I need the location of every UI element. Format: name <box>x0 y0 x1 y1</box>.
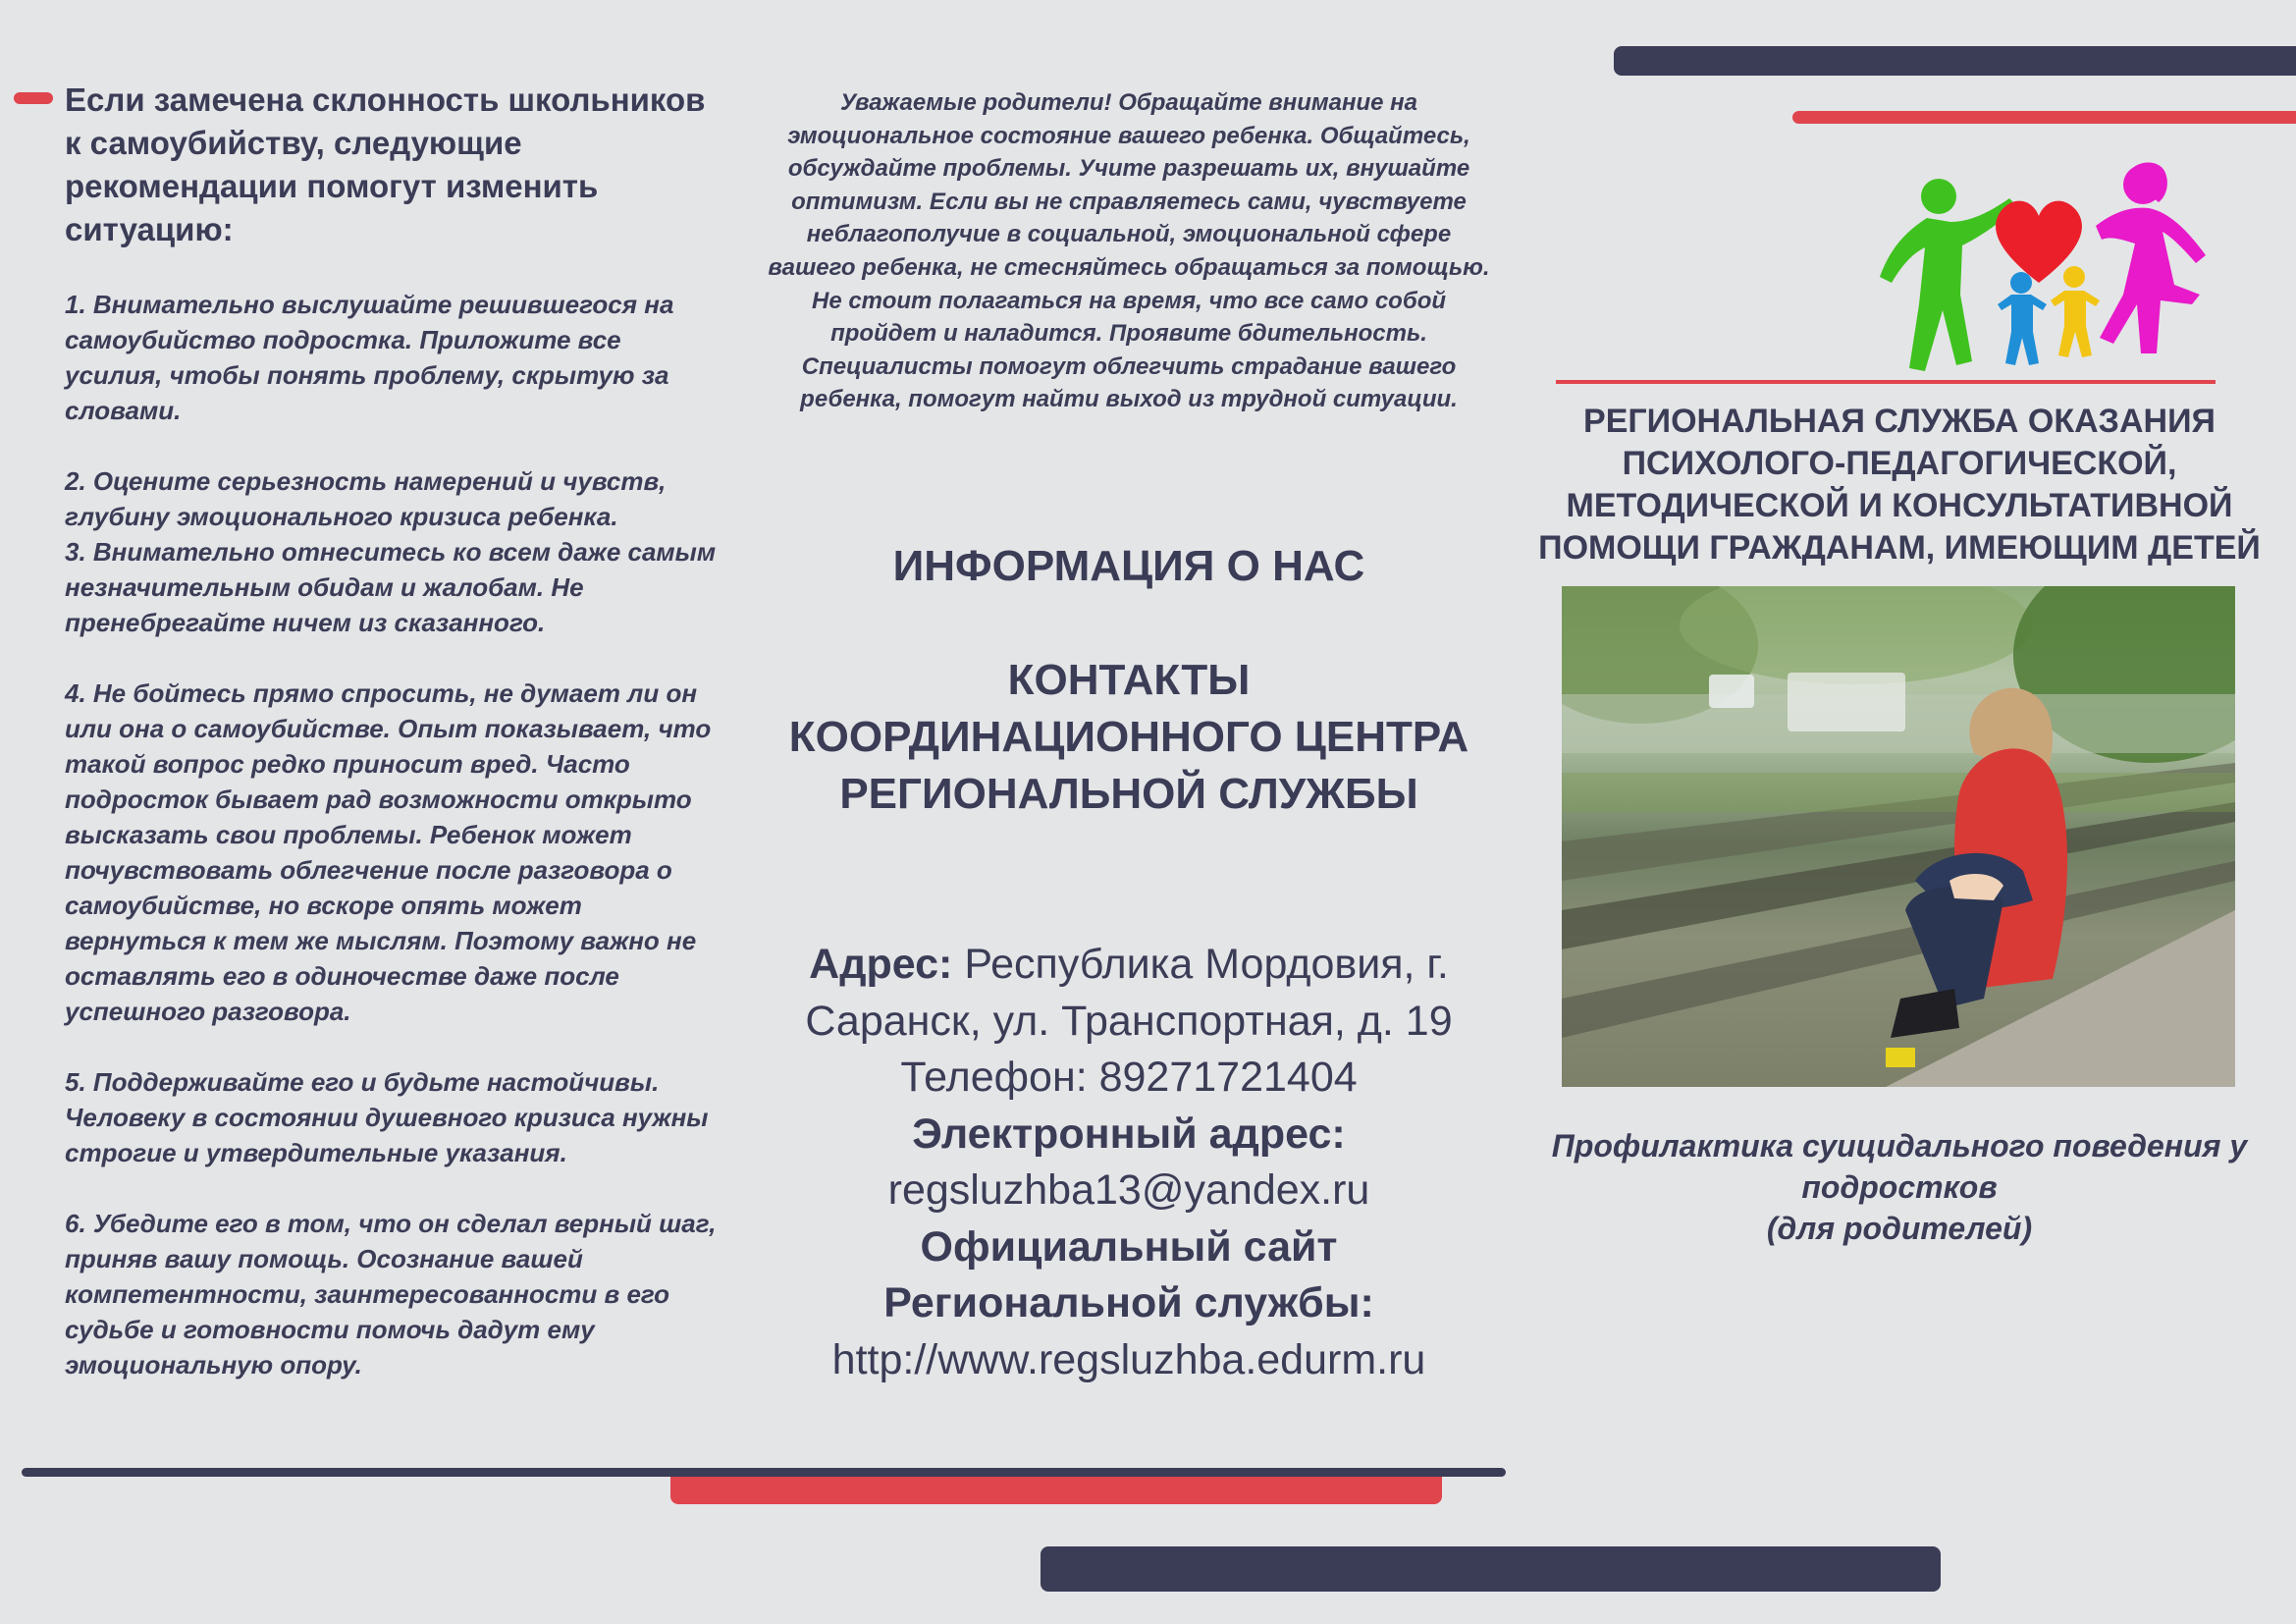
service-title: РЕГИОНАЛЬНАЯ СЛУЖБА ОКАЗАНИЯ ПСИХОЛОГО-ПЕДАГОГИЧЕСКОЙ, МЕТОДИЧЕСКОЙ И КОНСУЛЬТАТИВНОЙ ПОМОЩИ ГРАЖДАНАМ, ИМЕЮЩИМ ДЕТЕЙ <box>1538 403 2261 567</box>
caption-title: Профилактика суицидального поведения у подростков <box>1551 1128 2248 1205</box>
bottom-red-bar <box>670 1477 1442 1504</box>
top-right-red-bar <box>1792 111 2296 124</box>
family-heart-logo-icon <box>1880 157 2214 378</box>
email-label: Электронный адрес: <box>912 1110 1346 1158</box>
address-label: Адрес: <box>809 941 953 988</box>
green-figure <box>1880 179 2017 371</box>
left-column <box>65 79 724 1418</box>
contacts-title: КОНТАКТЫ КООРДИНАЦИОННОГО ЦЕНТРА РЕГИОНАЛЬНОЙ СЛУЖБЫ <box>788 656 1469 818</box>
site-link[interactable]: http://www.regsluzhba.edurm.ru <box>831 1335 1426 1383</box>
tip-4: 4. Не бойтесь прямо спросить, не думает ли он или она о самоубийстве. Опыт показывает, что такой вопрос редко приносит вред. Часто подросток бывает рад возможности открыто высказать свои проблемы. Ребенок может почувствовать облегчение после разговора о самоубийстве, но вскоре опять может вернуться к тем же мыслям. Поэтому важно не оставлять его в одиночестве даже после успешного разговора. <box>65 678 712 1026</box>
middle-column <box>756 86 1502 416</box>
brochure-caption <box>1531 1125 2268 1249</box>
left-heading-bullet <box>14 92 53 104</box>
caption-audience: (для родителей) <box>1766 1211 2033 1246</box>
email-link[interactable]: regsluzhba13@yandex.ru <box>887 1166 1370 1214</box>
blue-child-figure <box>1998 272 2047 365</box>
tip-6: 6. Убедите его в том, что он сделал верный шаг, приняв вашу помощь. Осознание вашей компетентности, заинтересованности в его судьбе и готовности помочь дадут ему эмоциональную опору. <box>65 1209 717 1380</box>
address-value: Республика Мордовия, г. Саранск, ул. Транспортная, д. 19 Телефон: 89271721404 <box>805 941 1453 1101</box>
address <box>756 937 1502 1107</box>
tip-1: 1. Внимательно выслушайте решившегося на самоубийство подростка. Приложите все усилия, чтобы понять проблему, скрытую за словами. <box>65 290 674 425</box>
top-right-navy-bar <box>1614 46 2296 76</box>
tip-2: 2. Оцените серьезность намерений и чувств, глубину эмоционального кризиса ребенка. <box>65 466 667 531</box>
photo-illustration <box>1562 586 2235 1087</box>
yellow-child-figure <box>2051 266 2100 357</box>
sad-girl-photo <box>1562 586 2235 1087</box>
bottom-navy-wide-bar <box>1041 1546 1941 1592</box>
logo-underline <box>1556 380 2216 384</box>
bottom-navy-thin-bar <box>22 1468 1506 1477</box>
recommendations-heading: Если замечена склонность школьников к самоубийству, следующие рекомендации помогут изменить ситуацию: <box>65 81 706 247</box>
tip-3: 3. Внимательно отнеситесь ко всем даже самым незначительным обидам и жалобам. Не пренебрегайте ничем из сказанного. <box>65 537 717 637</box>
magenta-figure <box>2096 162 2206 353</box>
tip-5: 5. Поддерживайте его и будьте настойчивы. Человеку в состоянии душевного кризиса нужны строгие и утвердительные указания. <box>65 1067 709 1167</box>
contacts-block <box>756 937 1502 1388</box>
about-title: ИНФОРМАЦИЯ О НАС <box>892 542 1365 590</box>
site-label: Официальный сайт Региональной службы: <box>883 1222 1374 1326</box>
parents-appeal: Уважаемые родители! Обращайте внимание на эмоциональное состояние вашего ребенка. Общайтесь, обсуждайте проблемы. Учите разрешать их, внушайте оптимизм. Если вы не справляетесь сами, чувствуете неблагополучие в социальной, эмоциональной сфере вашего ребенка, не стесняйтесь обращаться за помощью. Не стоит полагаться на время, что все само собой пройдет и наладится. Проявите бдительность. Специалисты помогут облегчить страдание вашего ребенка, помогут найти выход из трудной ситуации. <box>768 89 1490 413</box>
